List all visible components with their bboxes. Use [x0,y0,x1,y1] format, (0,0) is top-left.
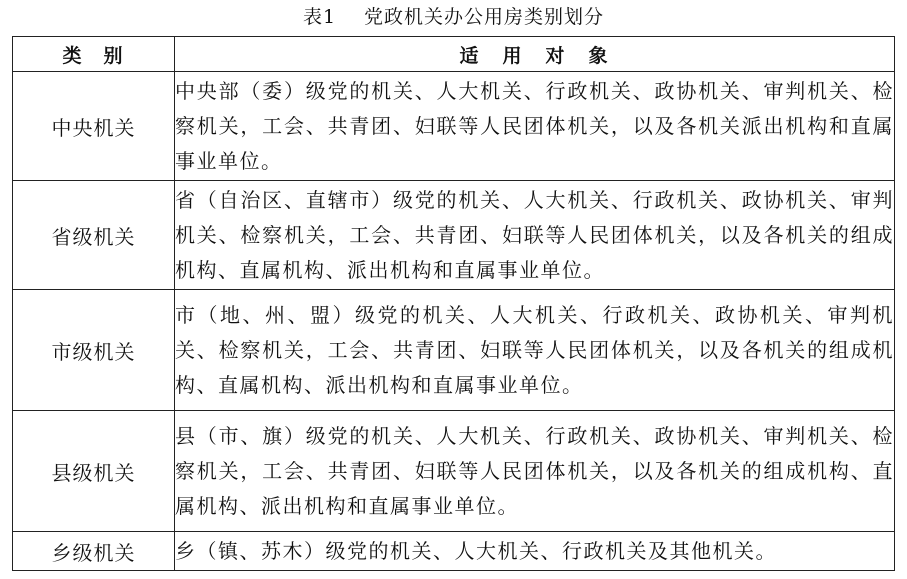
table-row [13,181,895,290]
category-cell: 县级机关 [13,411,175,532]
table-title: 党政机关办公用房类别划分 [364,6,605,28]
table-row [13,72,895,181]
table-number: 表1 [302,6,337,28]
category-cell: 乡级机关 [13,532,175,571]
scope-cell: 中央部（委）级党的机关、人大机关、行政机关、政协机关、审判机关、检察机关，工会、共青团、妇联等人民团体机关，以及各机关派出机构和直属事业单位。 [175,72,895,181]
scope-cell: 省（自治区、直辖市）级党的机关、人大机关、行政机关、政协机关、审判机关、检察机关，工会、共青团、妇联等人民团体机关，以及各机关的组成机构、直属机构、派出机构和直属事业单位。 [175,181,895,290]
scope-cell: 乡（镇、苏木）级党的机关、人大机关、行政机关及其他机关。 [175,532,895,571]
table-caption [0,4,907,30]
header-row [13,37,895,72]
category-cell: 中央机关 [13,72,175,181]
header-category: 类 别 [13,37,175,72]
scope-cell: 县（市、旗）级党的机关、人大机关、行政机关、政协机关、审判机关、检察机关，工会、共青团、妇联等人民团体机关，以及各机关的组成机构、直属机构、派出机构和直属事业单位。 [175,411,895,532]
office-space-category-table [12,36,895,571]
header-scope: 适 用 对 象 [175,37,895,72]
category-cell: 市级机关 [13,290,175,411]
table-row [13,290,895,411]
table-row [13,532,895,571]
category-cell: 省级机关 [13,181,175,290]
table-row [13,411,895,532]
scope-cell: 市（地、州、盟）级党的机关、人大机关、行政机关、政协机关、审判机关、检察机关，工会、共青团、妇联等人民团体机关，以及各机关的组成机构、直属机构、派出机构和直属事业单位。 [175,290,895,411]
